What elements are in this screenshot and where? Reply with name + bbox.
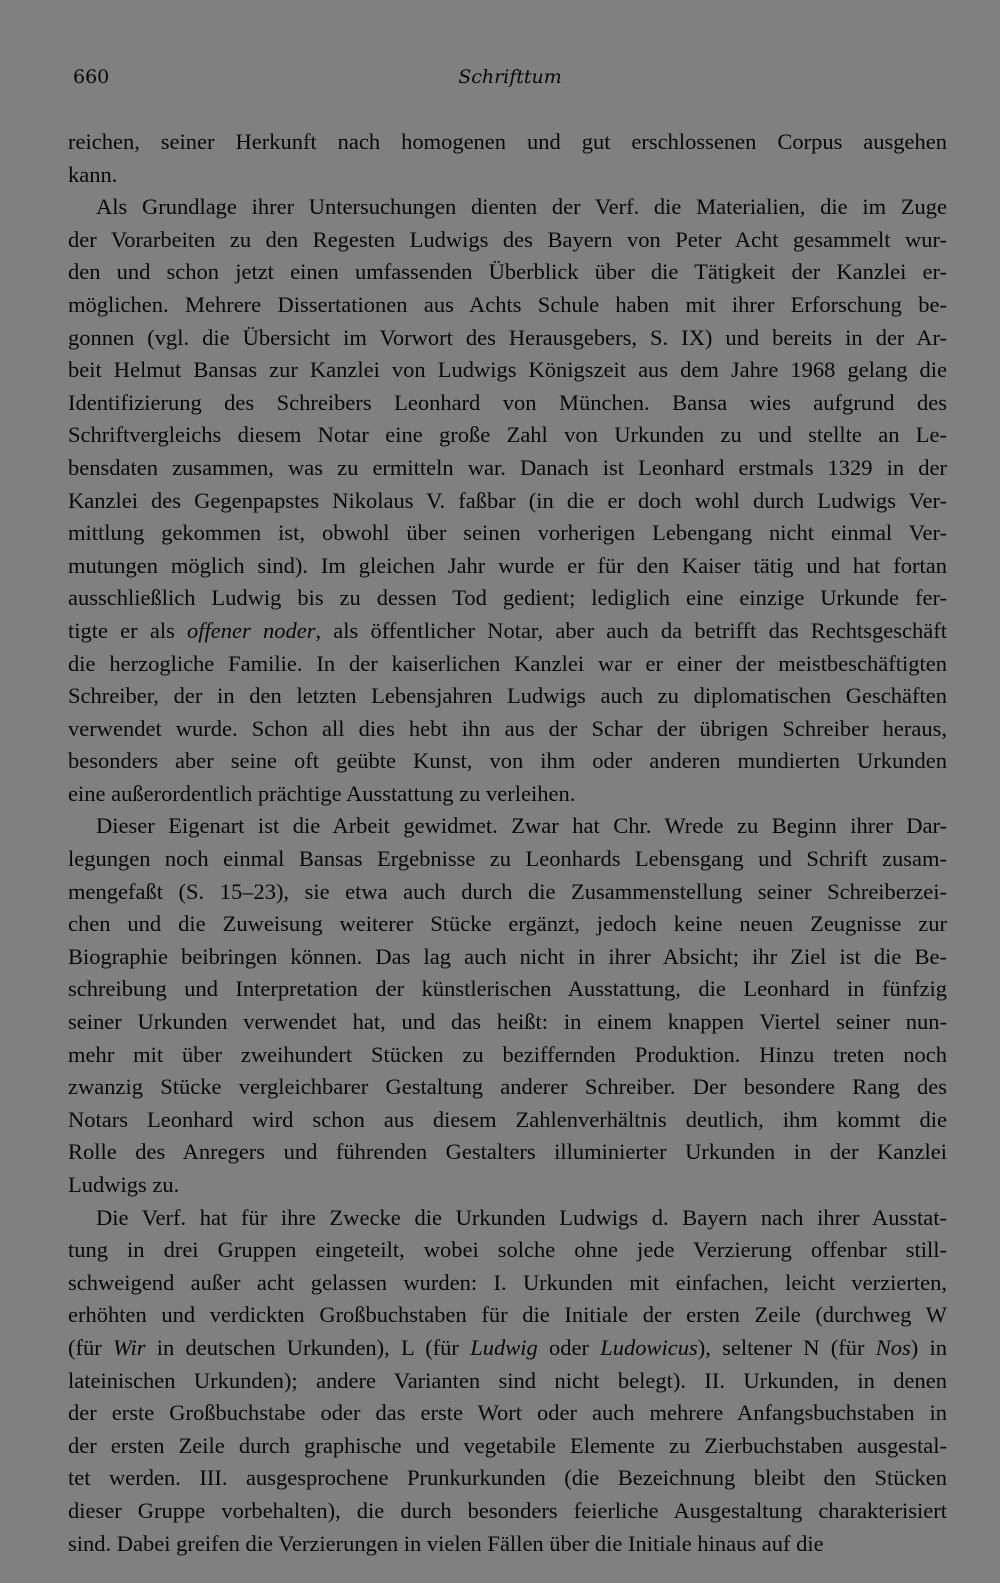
- text-line: lateinischen Urkunden); andere Varianten sind nicht belegt). II. Urkunden, in denen: [68, 1367, 947, 1393]
- text-line: sind. Dabei greifen die Verzierungen in vielen Fällen über die Initiale hinaus auf die: [68, 1530, 824, 1556]
- text-line: der ersten Zeile durch graphische und vegetabile Elemente zu Zierbuchstaben ausgestal-: [68, 1432, 947, 1458]
- text-line: Als Grundlage ihrer Untersuchungen dienten der Verf. die Materialien, die im Zuge: [96, 194, 947, 220]
- text-line: schweigend außer acht gelassen wurden: I. Urkunden mit einfachen, leicht verzierten,: [68, 1269, 947, 1295]
- text-line: möglichen. Mehrere Dissertationen aus Achts Schule haben mit ihrer Erforschung be-: [68, 291, 947, 317]
- text-line: ausschließlich Ludwig bis zu dessen Tod gedient; lediglich eine einzige Urkunde fer-: [68, 585, 947, 611]
- running-head: Schrifttum: [458, 66, 562, 88]
- text-line: mengefaßt (S. 15–23), sie etwa auch durch die Zusammenstellung seiner Schreiberzei-: [68, 878, 947, 904]
- italic-term: Wir: [112, 1334, 146, 1360]
- text-line: den und schon jetzt einen umfassenden Überblick über die Tätigkeit der Kanzlei er-: [68, 259, 947, 285]
- text-line: mehr mit über zweihundert Stücken zu beziffernden Produktion. Hinzu treten noch: [68, 1041, 947, 1067]
- text-line: Schriftvergleichs diesem Notar eine große Zahl von Urkunden zu und stellte an Le-: [68, 422, 947, 448]
- text-line: besonders aber seine oft geübte Kunst, von ihm oder anderen mundierten Urkunden: [68, 748, 947, 774]
- text-line: zwanzig Stücke vergleichbarer Gestaltung anderer Schreiber. Der besondere Rang des: [68, 1074, 947, 1100]
- text-line: dieser Gruppe vorbehalten), die durch besonders feierliche Ausgestaltung charakterisiert: [68, 1497, 947, 1523]
- text-line: mittlung gekommen ist, obwohl über seinen vorherigen Lebengang nicht einmal Ver-: [68, 520, 947, 546]
- text-line: gonnen (vgl. die Übersicht im Vorwort des Herausgebers, S. IX) und bereits in der Ar-: [68, 324, 947, 350]
- text-line: erhöhten und verdickten Großbuchstaben für die Initiale der ersten Zeile (durchweg W: [68, 1302, 947, 1328]
- text-line: (für Wir in deutschen Urkunden), L (für Ludwig oder Ludowicus), seltener N (für Nos) in: [68, 1334, 948, 1360]
- text-line: seiner Urkunden verwendet hat, und das heißt: in einem knappen Viertel seiner nun-: [68, 1009, 947, 1035]
- page-number: 660: [73, 66, 110, 88]
- paragraph: [68, 1202, 947, 1561]
- text-line: der Vorarbeiten zu den Regesten Ludwigs des Bayern von Peter Acht gesammelt wur-: [68, 226, 947, 252]
- text-line: chen und die Zuweisung weiterer Stücke ergänzt, jedoch keine neuen Zeugnisse zur: [68, 911, 947, 937]
- paragraph: [68, 191, 947, 810]
- paragraph: [68, 126, 947, 191]
- text-line: reichen, seiner Herkunft nach homogenen und gut erschlossenen Corpus ausgehen: [68, 129, 947, 154]
- italic-term: Ludowicus: [600, 1334, 698, 1360]
- text-line: Biographie beibringen können. Das lag auch nicht in ihrer Absicht; ihr Ziel ist die Be-: [68, 943, 947, 969]
- text-line: kann.: [68, 161, 118, 187]
- text-line: bensdaten zusammen, was zu ermitteln war. Danach ist Leonhard erstmals 1329 in der: [68, 454, 947, 480]
- text-line: mutungen möglich sind). Im gleichen Jahr wurde er für den Kaiser tätig und hat fortan: [68, 552, 947, 578]
- text-line: verwendet wurde. Schon all dies hebt ihn aus der Schar der übrigen Schreiber heraus,: [68, 715, 947, 741]
- text-line: Die Verf. hat für ihre Zwecke die Urkunden Ludwigs d. Bayern nach ihrer Ausstat-: [96, 1204, 947, 1230]
- paragraph: [68, 810, 947, 1201]
- text-line: schreibung und Interpretation der künstlerischen Ausstattung, die Leonhard in fünfzig: [68, 976, 947, 1002]
- text-line: eine außerordentlich prächtige Ausstattung zu verleihen.: [68, 780, 576, 806]
- italic-term: Ludwig: [470, 1334, 538, 1360]
- text-line: legungen noch einmal Bansas Ergebnisse zu Leonhards Lebensgang und Schrift zusam-: [68, 846, 947, 872]
- text-line: Identifizierung des Schreibers Leonhard von München. Bansa wies aufgrund des: [68, 389, 947, 415]
- text-line: Kanzlei des Gegenpapstes Nikolaus V. faßbar (in die er doch wohl durch Ludwigs Ver-: [68, 487, 947, 513]
- text-line: Schreiber, der in den letzten Lebensjahren Ludwigs auch zu diplomatischen Geschäften: [68, 683, 947, 709]
- text-line: die herzogliche Familie. In der kaiserlichen Kanzlei war er einer der meistbeschäftigten: [68, 650, 947, 676]
- italic-term: Nos: [875, 1334, 911, 1360]
- page-header: [73, 60, 947, 94]
- italic-term: offener noder: [187, 617, 316, 643]
- text-line: Notars Leonhard wird schon aus diesem Zahlenverhältnis deutlich, ihm kommt die: [68, 1106, 947, 1132]
- text-line: Ludwigs zu.: [68, 1172, 180, 1197]
- text-line: beit Helmut Bansas zur Kanzlei von Ludwigs Königszeit aus dem Jahre 1968 gelang die: [68, 357, 947, 383]
- body-text: [68, 126, 947, 1560]
- text-line: tigte er als offener noder, als öffentlicher Notar, aber auch da betrifft das Rechtsgeschäft: [68, 617, 947, 643]
- text-line: Dieser Eigenart ist die Arbeit gewidmet. Zwar hat Chr. Wrede zu Beginn ihrer Dar-: [96, 813, 947, 839]
- text-line: tung in drei Gruppen eingeteilt, wobei solche ohne jede Verzierung offenbar still-: [68, 1237, 947, 1263]
- text-line: Rolle des Anregers und führenden Gestalters illuminierter Urkunden in der Kanzlei: [68, 1139, 947, 1165]
- text-line: der erste Großbuchstabe oder das erste Wort oder auch mehrere Anfangsbuchstaben in: [68, 1400, 947, 1426]
- text-line: tet werden. III. ausgesprochene Prunkurkunden (die Bezeichnung bleibt den Stücken: [68, 1465, 947, 1491]
